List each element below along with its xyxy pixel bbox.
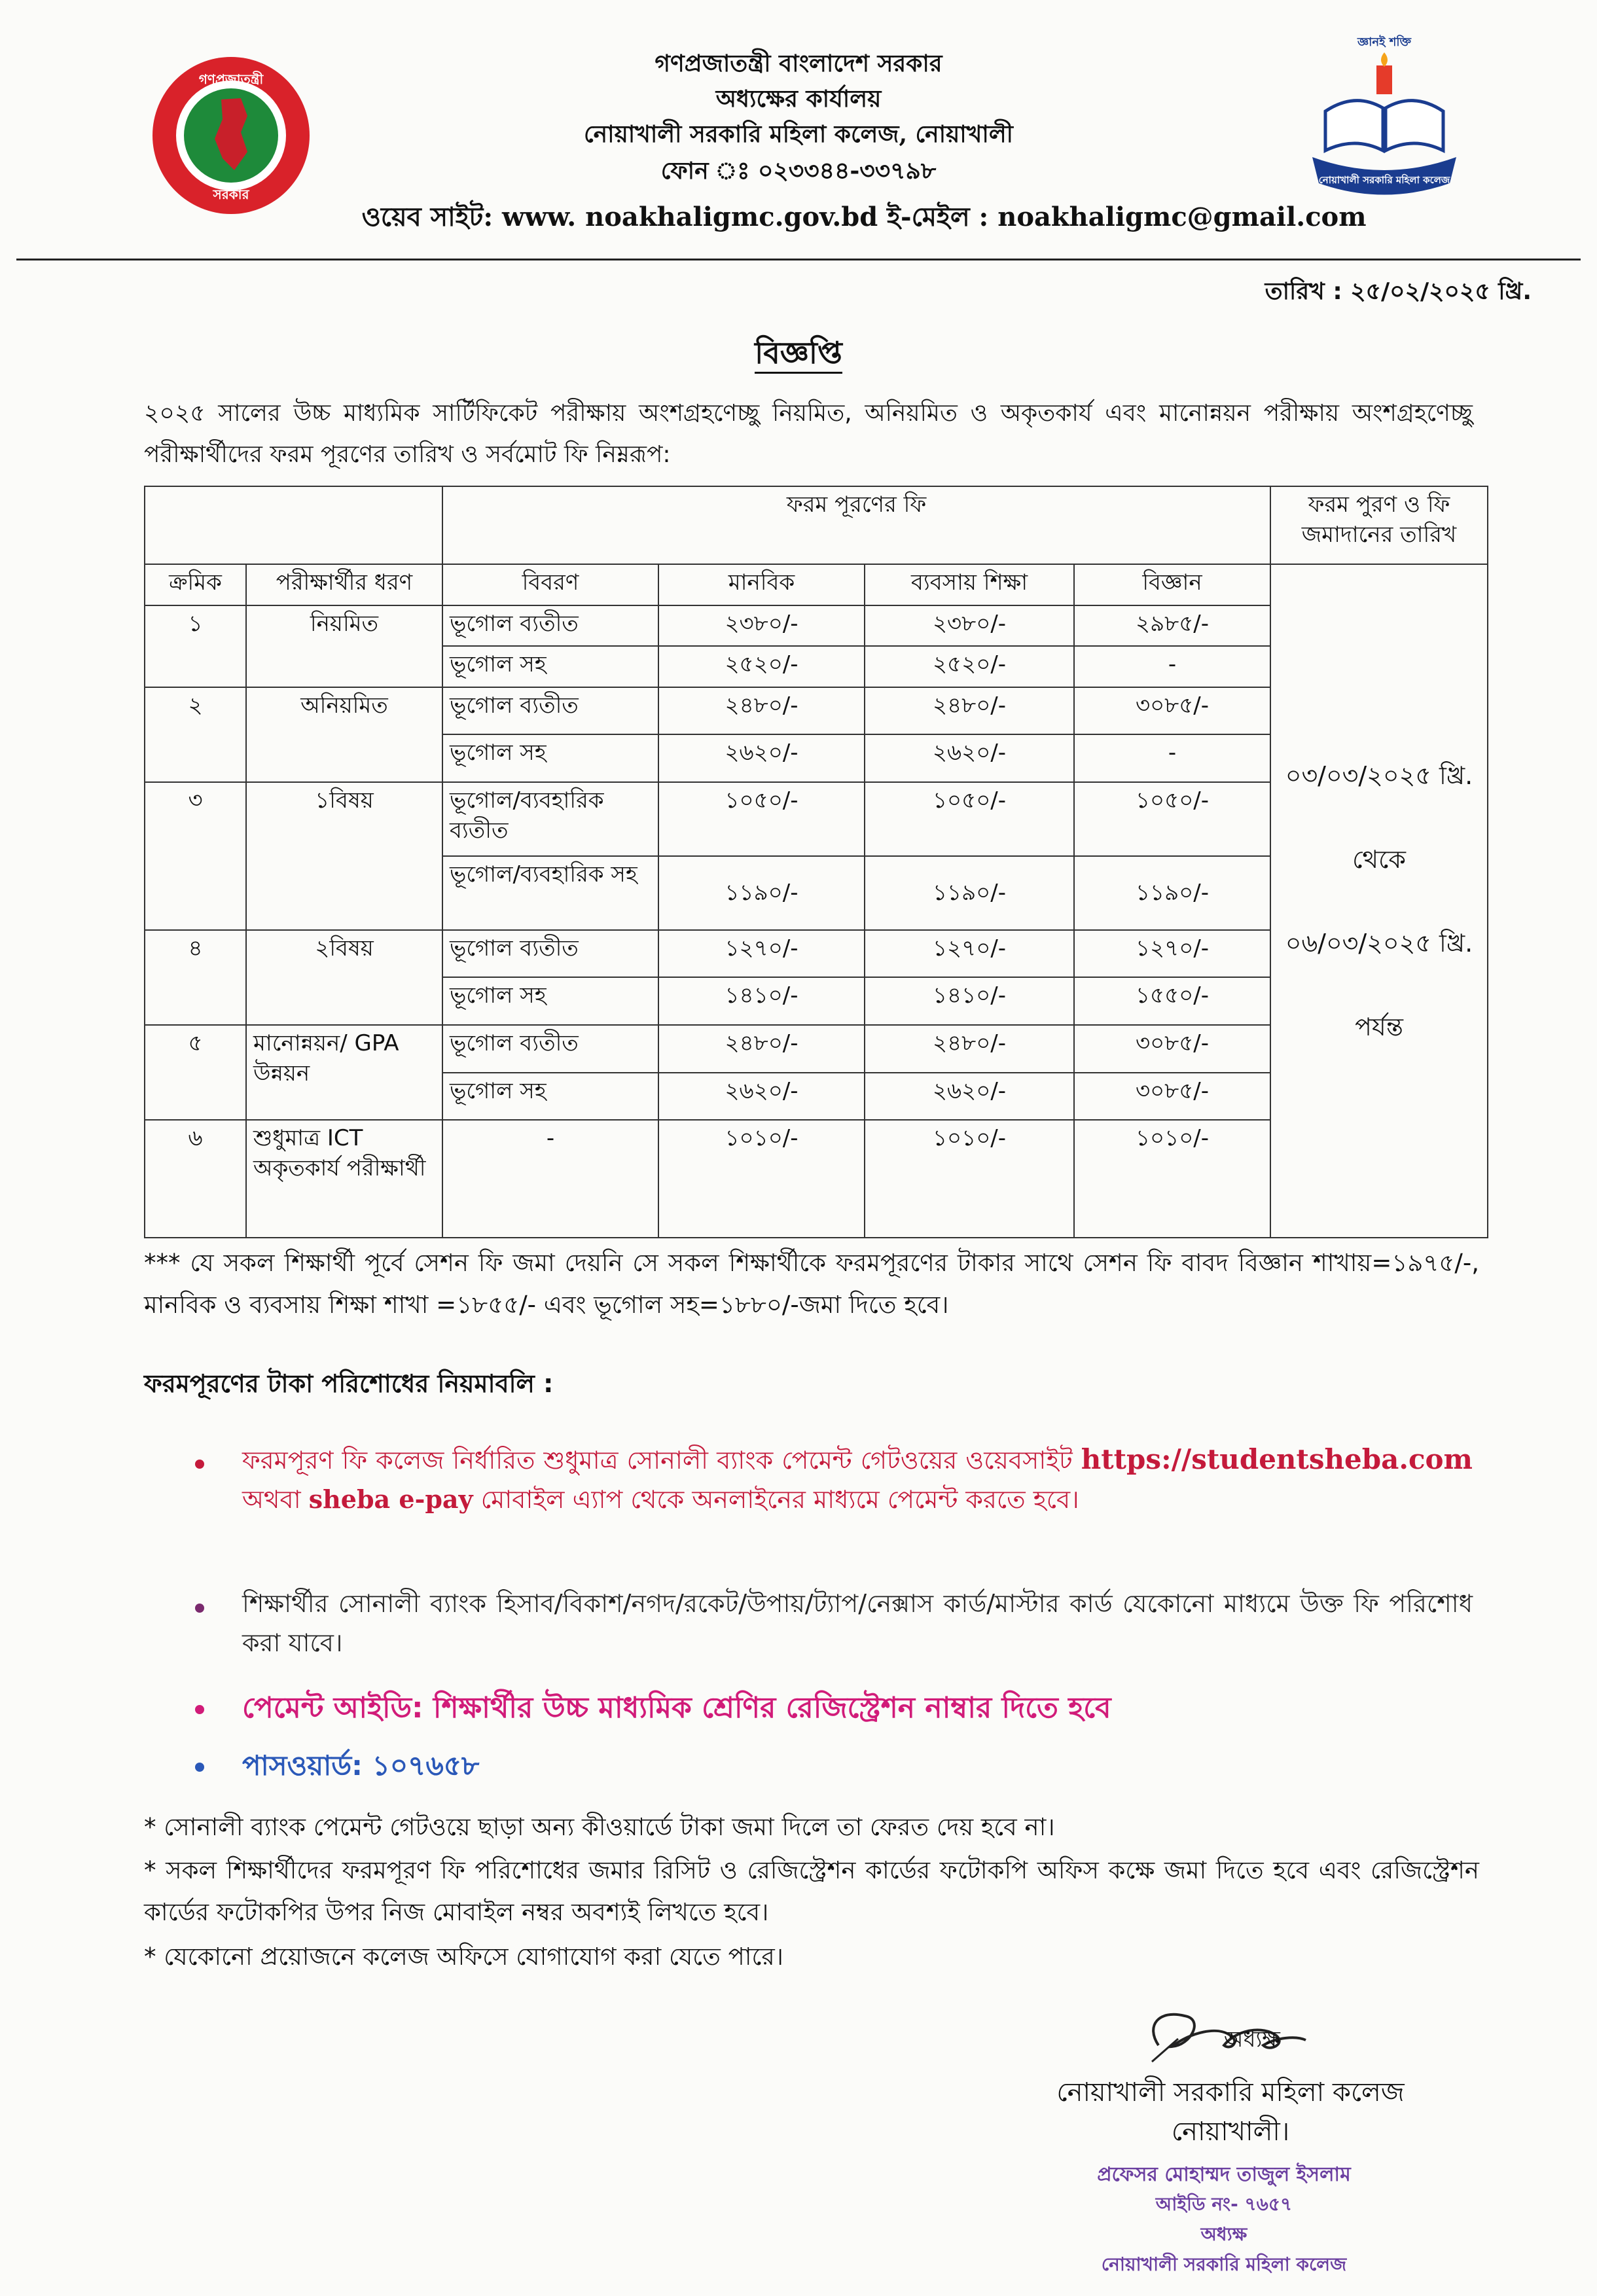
type-cell: ১বিষয় — [246, 782, 442, 930]
science-fee: ৩০৮৫/- — [1074, 1025, 1270, 1073]
col-type: পরীক্ষার্থীর ধরণ — [246, 564, 442, 605]
business-fee: ১১৯০/- — [865, 856, 1074, 930]
header-divider — [16, 259, 1581, 260]
business-fee: ২৫২০/- — [865, 646, 1074, 687]
desc-cell: ভূগোল/ব্যবহারিক ব্যতীত — [442, 782, 658, 856]
science-fee: ১০১০/- — [1074, 1120, 1270, 1238]
business-fee: ১০১০/- — [865, 1120, 1074, 1238]
note-1: * সোনালী ব্যাংক পেমেন্ট গেটওয়ে ছাড়া অন্য কীওয়ার্ডে টাকা জমা দিলে তা ফেরত দেয় হবে না। — [144, 1813, 1055, 1841]
humanities-fee: ২৪৮০/- — [658, 687, 865, 735]
stamp-role: অধ্যক্ষ — [1200, 2223, 1247, 2245]
stamp-name: প্রফেসর মোহাম্মদ তাজুল ইসলাম — [1097, 2163, 1351, 2186]
signature-college: নোয়াখালী সরকারি মহিলা কলেজ — [1056, 2077, 1405, 2108]
business-fee: ২৩৮০/- — [865, 605, 1074, 647]
type-cell: অনিয়মিত — [246, 687, 442, 782]
col-description: বিবরণ — [442, 564, 658, 605]
science-fee: - — [1074, 646, 1270, 687]
header-line-1: গণপ্রজাতন্ত্রী বাংলাদেশ সরকার — [655, 50, 942, 77]
signature-place: নোয়াখালী। — [1171, 2117, 1290, 2147]
type-cell: শুধুমাত্র ICT অকৃতকার্য পরীক্ষার্থী — [246, 1120, 442, 1238]
desc-cell: ভূগোল ব্যতীত — [442, 1025, 658, 1073]
desc-cell: ভূগোল ব্যতীত — [442, 687, 658, 735]
rule-3-payment-id: পেমেন্ট আইডি: শিক্ষার্থীর উচ্চ মাধ্যমিক শ্রেণির রেজিস্ট্রেশন নাম্বার দিতে হবে — [242, 1691, 1111, 1725]
business-fee: ১৪১০/- — [865, 977, 1074, 1025]
science-fee: - — [1074, 734, 1270, 782]
college-logo — [1299, 20, 1469, 216]
sheba-epay-app: sheba e-pay — [308, 1484, 473, 1514]
science-fee: ২৯৮৫/- — [1074, 605, 1270, 647]
bullet-icon — [195, 1763, 204, 1772]
serial-cell: ৫ — [145, 1025, 246, 1120]
desc-cell: - — [442, 1120, 658, 1238]
fee-header: ফরম পূরণের ফি — [442, 486, 1270, 564]
desc-cell: ভূগোল সহ — [442, 977, 658, 1025]
date-header: ফরম পুরণ ও ফি জমাদানের তারিখ — [1270, 486, 1488, 564]
col-business: ব্যবসায় শিক্ষা — [865, 564, 1074, 605]
humanities-fee: ১১৯০/- — [658, 856, 865, 930]
desc-cell: ভূগোল/ব্যবহারিক সহ — [442, 856, 658, 930]
business-fee: ২৪৮০/- — [865, 687, 1074, 735]
bullet-icon — [195, 1460, 204, 1469]
business-fee: ১০৫০/- — [865, 782, 1074, 856]
date-end: পর্যন্ত — [1355, 1012, 1403, 1041]
science-fee: ১০৫০/- — [1074, 782, 1270, 856]
desc-cell: ভূগোল সহ — [442, 734, 658, 782]
bullet-icon — [195, 1705, 204, 1714]
stamp-college: নোয়াখালী সরকারি মহিলা কলেজ — [1101, 2253, 1347, 2275]
studentsheba-link[interactable]: https://studentsheba.com — [1081, 1443, 1473, 1475]
government-seal-logo — [149, 54, 313, 217]
notice-title — [0, 331, 1597, 380]
type-cell: মানোন্নয়ন/ GPA উন্নয়ন — [246, 1025, 442, 1120]
date-to: ০৬/০৩/২০২৫ খ্রি. — [1285, 928, 1473, 958]
fee-table — [144, 486, 1488, 1238]
website-email-line: ওয়েব সাইট: www. noakhaligmc.gov.bd ই-মেইল : noakhaligmc@gmail.com — [361, 202, 1367, 232]
desc-cell: ভূগোল সহ — [442, 1073, 658, 1121]
science-fee: ১২৭০/- — [1074, 930, 1270, 978]
col-serial: ক্রমিক — [145, 564, 246, 605]
humanities-fee: ১২৭০/- — [658, 930, 865, 978]
payment-rules-heading: ফরমপূরণের টাকা পরিশোধের নিয়মাবলি : — [144, 1369, 554, 1398]
humanities-fee: ১০৫০/- — [658, 782, 865, 856]
bullet-icon — [195, 1604, 204, 1613]
business-fee: ২৪৮০/- — [865, 1025, 1074, 1073]
humanities-fee: ২৩৮০/- — [658, 605, 865, 647]
rule-1 — [242, 1440, 1473, 1519]
science-fee: ৩০৮৫/- — [1074, 687, 1270, 735]
serial-cell: ৩ — [145, 782, 246, 930]
stamp-id: আইডি নং- ৭৬৫৭ — [1155, 2193, 1293, 2215]
svg-text:সরকার: সরকার — [213, 187, 249, 202]
desc-cell: ভূগোল ব্যতীত — [442, 605, 658, 647]
serial-cell: ৬ — [145, 1120, 246, 1238]
date-mid: থেকে — [1352, 844, 1406, 874]
humanities-fee: ২৬২০/- — [658, 734, 865, 782]
business-fee: ২৬২০/- — [865, 734, 1074, 782]
svg-text:নোয়াখালী সরকারি মহিলা কলেজ: নোয়াখালী সরকারি মহিলা কলেজ — [1318, 174, 1450, 186]
type-cell: নিয়মিত — [246, 605, 442, 687]
header-line-3: নোয়াখালী সরকারি মহিলা কলেজ, নোয়াখালী — [584, 120, 1013, 148]
humanities-fee: ২৬২০/- — [658, 1073, 865, 1121]
rule-2: শিক্ষার্থীর সোনালী ব্যাংক হিসাব/বিকাশ/নগদ/রকেট/উপায়/ট্যাপ/নেক্সাস কার্ড/মাস্টার কার্ড যেকোনো মাধ্যমে উক্ত ফি পরিশোধ করা যাবে। — [242, 1589, 1473, 1657]
date-range-cell — [1270, 564, 1488, 1238]
rule-4-password: পাসওয়ার্ড: ১০৭৬৫৮ — [242, 1749, 480, 1782]
science-fee: ১১৯০/- — [1074, 856, 1270, 930]
desc-cell: ভূগোল সহ — [442, 646, 658, 687]
humanities-fee: ১০১০/- — [658, 1120, 865, 1238]
notice-title-text: বিজ্ঞপ্তি — [755, 335, 842, 374]
serial-cell: ২ — [145, 687, 246, 782]
header-line-4: ফোন ঃ ০২৩৩৪৪-৩৩৭৯৮ — [660, 157, 937, 185]
svg-text:জ্ঞানই শক্তি: জ্ঞানই শক্তি — [1357, 35, 1412, 49]
desc-cell: ভূগোল ব্যতীত — [442, 930, 658, 978]
serial-cell: ১ — [145, 605, 246, 687]
session-fee-note: *** যে সকল শিক্ষার্থী পূর্বে সেশন ফি জমা দেয়নি সে সকল শিক্ষার্থীকে ফরমপূরণের টাকার সাথে সেশন ফি বাবদ বিজ্ঞান শাখায়=১৯৭৫/-, মানবিক ও ব্যবসায় শিক্ষা শাখা =১৮৫৫/- এবং ভূগোল সহ=১৮৮০/-জমা দিতে হবে। — [144, 1249, 1479, 1319]
rule-1-text-a: ফরমপূরণ ফি কলেজ নির্ধারিত শুধুমাত্র সোনালী ব্যাংক পেমেন্ট গেটওয়ের ওয়েবসাইট — [242, 1446, 1081, 1475]
serial-cell: ৪ — [145, 930, 246, 1025]
table-empty-header — [145, 486, 442, 564]
rule-1-text-c: মোবাইল এ্যাপ থেকে অনলাইনের মাধ্যমে পেমেন্ট করতে হবে। — [473, 1485, 1079, 1514]
humanities-fee: ১৪১০/- — [658, 977, 865, 1025]
note-2: * সকল শিক্ষার্থীদের ফরমপূরণ ফি পরিশোধের জমার রিসিট ও রেজিস্ট্রেশন কার্ডের ফটোকপি অফিস কক্ষে জমা দিতে হবে এবং রেজিস্ট্রেশন কার্ডের ফটোকপির উপর নিজ মোবাইল নম্বর অবশ্যই লিখতে হবে। — [144, 1856, 1479, 1926]
science-fee: ৩০৮৫/- — [1074, 1073, 1270, 1121]
type-cell: ২বিষয় — [246, 930, 442, 1025]
header-line-2: অধ্যক্ষের কার্যালয় — [715, 85, 882, 113]
col-humanities: মানবিক — [658, 564, 865, 605]
col-science: বিজ্ঞান — [1074, 564, 1270, 605]
science-fee: ১৫৫০/- — [1074, 977, 1270, 1025]
notice-date: তারিখ : ২৫/০২/২০২৫ খ্রি. — [1265, 278, 1532, 305]
signature-title: অধ্যক্ষ — [1224, 2026, 1280, 2053]
svg-text:গণপ্রজাতন্ত্রী: গণপ্রজাতন্ত্রী — [198, 71, 264, 87]
business-fee: ১২৭০/- — [865, 930, 1074, 978]
humanities-fee: ২৪৮০/- — [658, 1025, 865, 1073]
business-fee: ২৬২০/- — [865, 1073, 1074, 1121]
rule-1-text-b: অথবা — [242, 1485, 309, 1514]
humanities-fee: ২৫২০/- — [658, 646, 865, 687]
date-from: ০৩/০৩/২০২৫ খ্রি. — [1285, 761, 1473, 790]
intro-paragraph: ২০২৫ সালের উচ্চ মাধ্যমিক সার্টিফিকেট পরীক্ষায় অংশগ্রহণেচ্ছু নিয়মিত, অনিয়মিত ও অকৃতকার্য এবং মানোন্নয়ন পরীক্ষায় অংশগ্রহণেচ্ছু পরীক্ষার্থীদের ফরম পূরণের তারিখ ও সর্বমোট ফি নিম্নরূপ: — [144, 400, 1473, 468]
note-3: * যেকোনো প্রয়োজনে কলেজ অফিসে যোগাযোগ করা যেতে পারে। — [144, 1943, 783, 1971]
